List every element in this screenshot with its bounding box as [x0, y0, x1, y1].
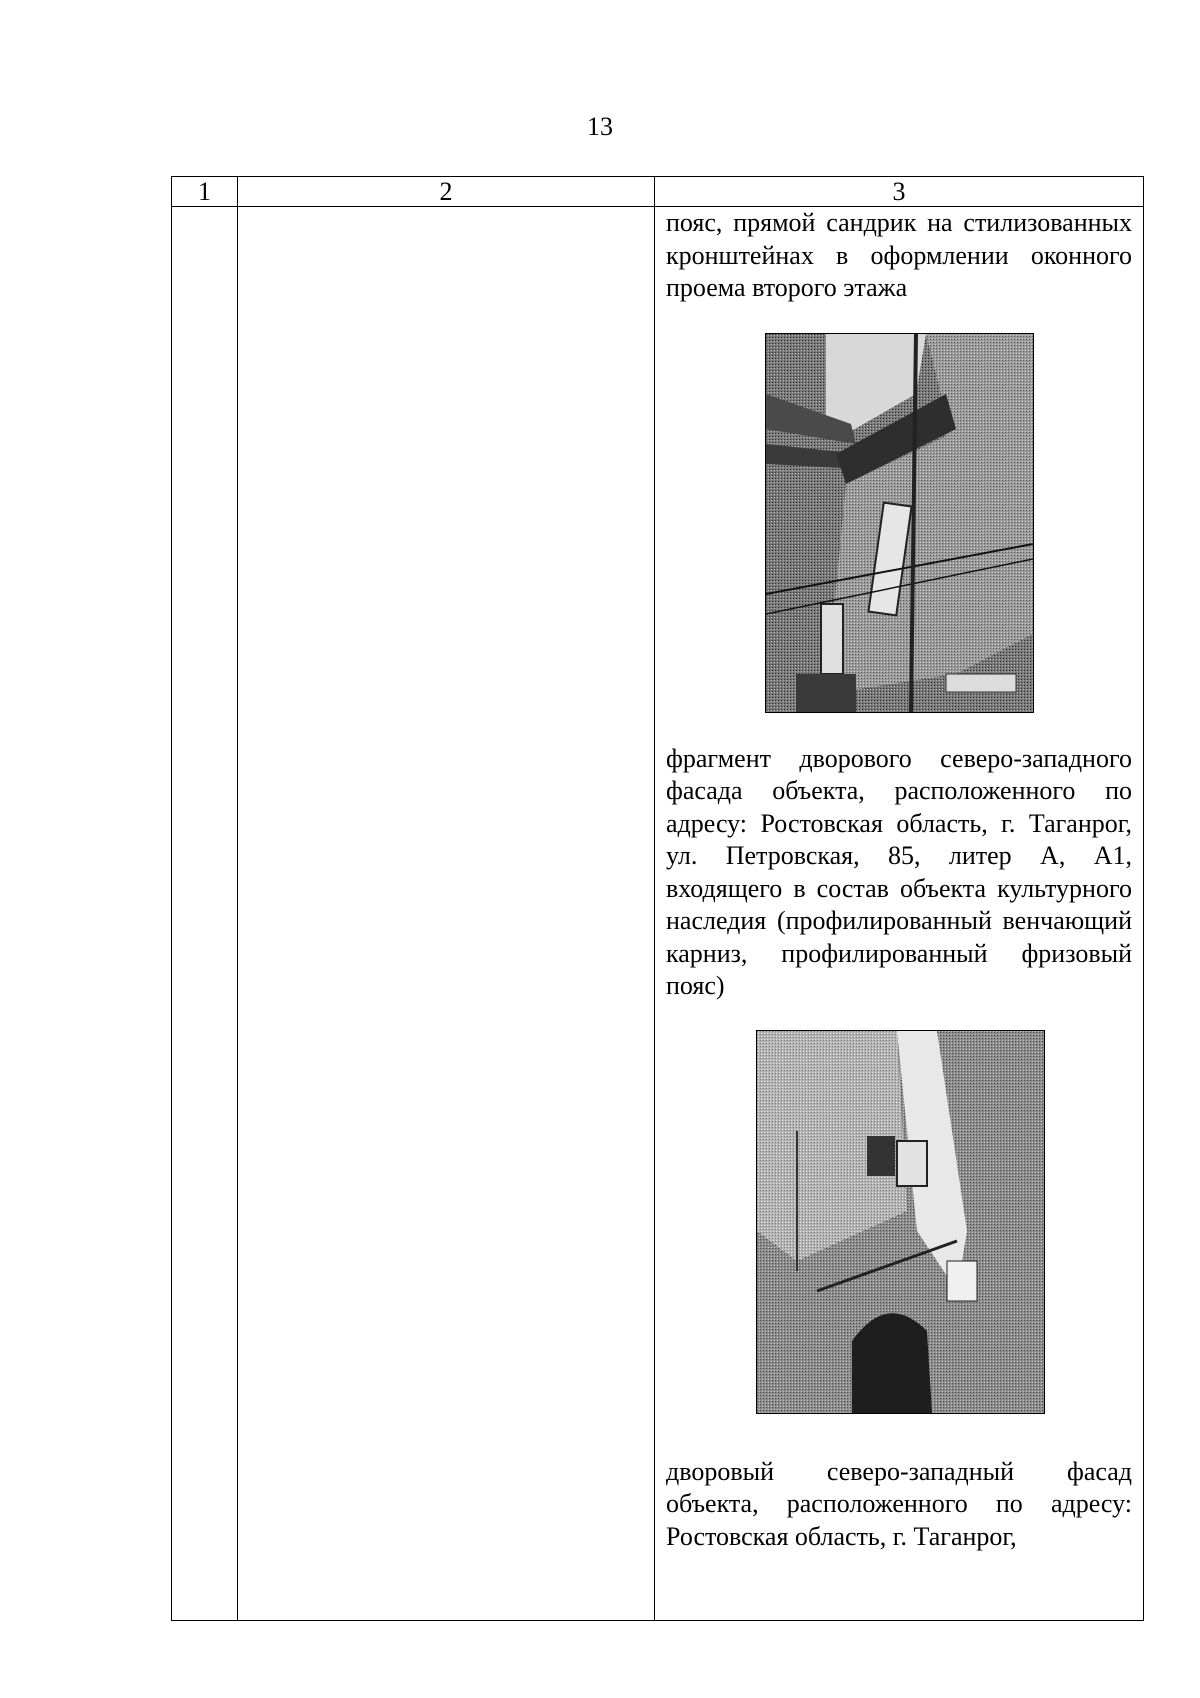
description-paragraph-3: дворовый северо-западный фасад объекта, расположенного по адресу: Ростовская область, г. Таганрог,: [666, 1456, 1132, 1551]
body-cell-3: [655, 207, 1144, 1621]
facade-photo-2: [756, 1030, 1045, 1414]
header-cell-1: 1: [172, 177, 238, 207]
facade-photo-icon: [766, 334, 1033, 712]
table-row: [172, 207, 1144, 1621]
header-cell-2: 2: [238, 177, 655, 207]
body-cell-2: [238, 207, 655, 1621]
body-cell-1: [172, 207, 238, 1621]
description-paragraph-1: пояс, прямой сандрик на стилизованных кронштейнах в оформлении оконного проема второго этажа: [666, 208, 1132, 302]
description-paragraph-2: фрагмент дворового северо-западного фасада объекта, расположенного по адресу: Ростовская область, г. Таганрог, ул. Петровская, 85, литер А, А1, входящего в состав объекта культурного наследия (профилированный венчающий карниз, профилированный фризовый пояс): [666, 743, 1132, 1000]
facade-photo-1: [765, 333, 1034, 713]
table-header-row: [172, 177, 1144, 207]
facade-photo-icon: [757, 1031, 1044, 1413]
document-table: [171, 176, 1144, 1621]
header-cell-3: 3: [655, 177, 1144, 207]
page-number: 13: [587, 112, 613, 141]
